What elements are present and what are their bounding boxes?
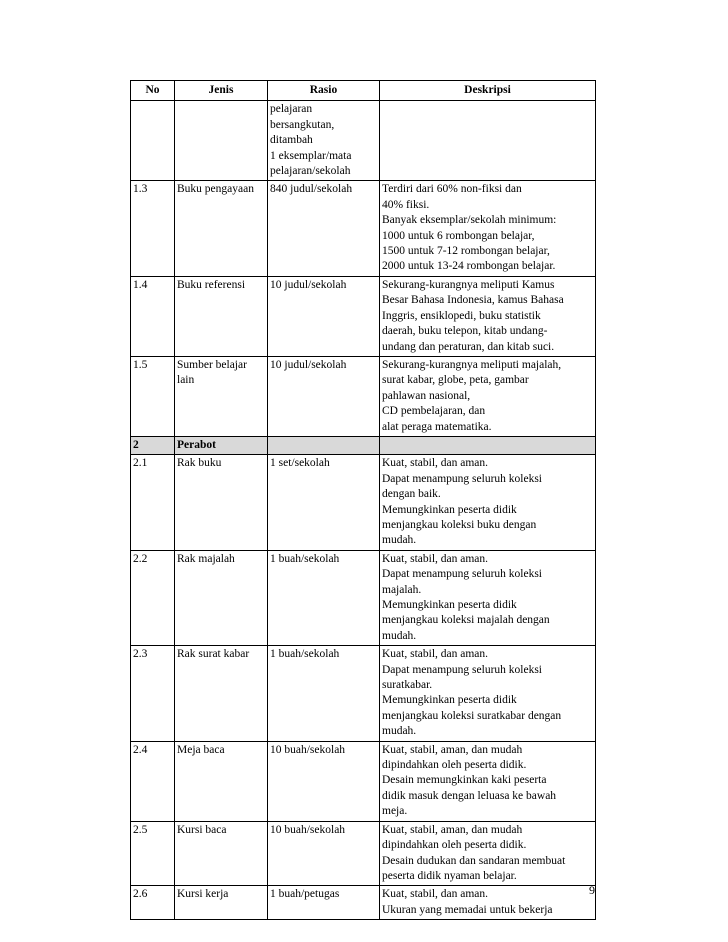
- cell-no: 2.5: [131, 821, 175, 886]
- cell-rasio: pelajaran bersangkutan, ditambah 1 eksemplar/mata pelajaran/sekolah: [268, 101, 380, 181]
- header-no: No: [131, 81, 175, 101]
- cell-jenis: Rak buku: [175, 455, 268, 550]
- table-row: [131, 455, 596, 550]
- cell-jenis: Buku pengayaan: [175, 181, 268, 276]
- header-rasio: Rasio: [268, 81, 380, 101]
- cell-deskripsi: Kuat, stabil, dan aman. Dapat menampung seluruh koleksi suratkabar. Memungkinkan peserta didik menjangkau koleksi suratkabar dengan mudah.: [380, 646, 596, 741]
- table-row: [131, 181, 596, 276]
- page-number: 9: [589, 883, 595, 897]
- cell-jenis: [175, 101, 268, 181]
- standards-table: [130, 80, 596, 920]
- table-row: [131, 101, 596, 181]
- cell-deskripsi: Terdiri dari 60% non-fiksi dan 40% fiksi. Banyak eksemplar/sekolah minimum: 1000 untuk 6 rombongan belajar, 1500 untuk 7-12 rombongan belajar, 2000 untuk 13-24 rombongan belajar.: [380, 181, 596, 276]
- cell-deskripsi: Kuat, stabil, dan aman. Ukuran yang memadai untuk bekerja: [380, 886, 596, 920]
- cell-rasio: 10 judul/sekolah: [268, 356, 380, 436]
- cell-rasio: 1 buah/sekolah: [268, 646, 380, 741]
- table-row: [131, 276, 596, 356]
- cell-no: 2.3: [131, 646, 175, 741]
- cell-rasio: [268, 436, 380, 454]
- table-row: [131, 821, 596, 886]
- table-row: [131, 886, 596, 920]
- cell-jenis: Sumber belajar lain: [175, 356, 268, 436]
- cell-rasio: 10 buah/sekolah: [268, 741, 380, 821]
- cell-no: 1.5: [131, 356, 175, 436]
- cell-jenis: Rak majalah: [175, 550, 268, 645]
- cell-deskripsi: Sekurang-kurangnya meliputi majalah, surat kabar, globe, peta, gambar pahlawan nasional, CD pembelajaran, dan alat peraga matematika.: [380, 356, 596, 436]
- cell-deskripsi: Sekurang-kurangnya meliputi Kamus Besar Bahasa Indonesia, kamus Bahasa Inggris, ensiklopedi, buku statistik daerah, buku telepon, kitab undang- undang dan peraturan, dan kitab suci.: [380, 276, 596, 356]
- cell-no: 1.4: [131, 276, 175, 356]
- cell-no: 2.2: [131, 550, 175, 645]
- cell-rasio: 1 set/sekolah: [268, 455, 380, 550]
- header-deskripsi: Deskripsi: [380, 81, 596, 101]
- table-row: [131, 356, 596, 436]
- cell-no: 2.4: [131, 741, 175, 821]
- cell-no: 1.3: [131, 181, 175, 276]
- cell-deskripsi: Kuat, stabil, dan aman. Dapat menampung seluruh koleksi majalah. Memungkinkan peserta didik menjangkau koleksi majalah dengan mudah.: [380, 550, 596, 645]
- cell-jenis: Buku referensi: [175, 276, 268, 356]
- cell-jenis: Perabot: [175, 436, 268, 454]
- cell-deskripsi: [380, 436, 596, 454]
- table-row: [131, 741, 596, 821]
- cell-no: 2.6: [131, 886, 175, 920]
- table-header-row: [131, 81, 596, 101]
- cell-rasio: 10 buah/sekolah: [268, 821, 380, 886]
- cell-no: 2.1: [131, 455, 175, 550]
- cell-deskripsi: [380, 101, 596, 181]
- cell-rasio: 1 buah/petugas: [268, 886, 380, 920]
- cell-deskripsi: Kuat, stabil, aman, dan mudah dipindahkan oleh peserta didik. Desain dudukan dan sandaran membuat peserta didik nyaman belajar.: [380, 821, 596, 886]
- cell-rasio: 10 judul/sekolah: [268, 276, 380, 356]
- cell-no: [131, 101, 175, 181]
- header-jenis: Jenis: [175, 81, 268, 101]
- table-row: [131, 646, 596, 741]
- cell-deskripsi: Kuat, stabil, dan aman. Dapat menampung seluruh koleksi dengan baik. Memungkinkan peserta didik menjangkau koleksi buku dengan mudah.: [380, 455, 596, 550]
- section-row: [131, 436, 596, 454]
- table-row: [131, 550, 596, 645]
- cell-rasio: 840 judul/sekolah: [268, 181, 380, 276]
- cell-jenis: Meja baca: [175, 741, 268, 821]
- cell-no: 2: [131, 436, 175, 454]
- cell-jenis: Rak surat kabar: [175, 646, 268, 741]
- cell-jenis: Kursi kerja: [175, 886, 268, 920]
- cell-jenis: Kursi baca: [175, 821, 268, 886]
- cell-rasio: 1 buah/sekolah: [268, 550, 380, 645]
- cell-deskripsi: Kuat, stabil, aman, dan mudah dipindahkan oleh peserta didik. Desain memungkinkan kaki peserta didik masuk dengan leluasa ke bawah meja.: [380, 741, 596, 821]
